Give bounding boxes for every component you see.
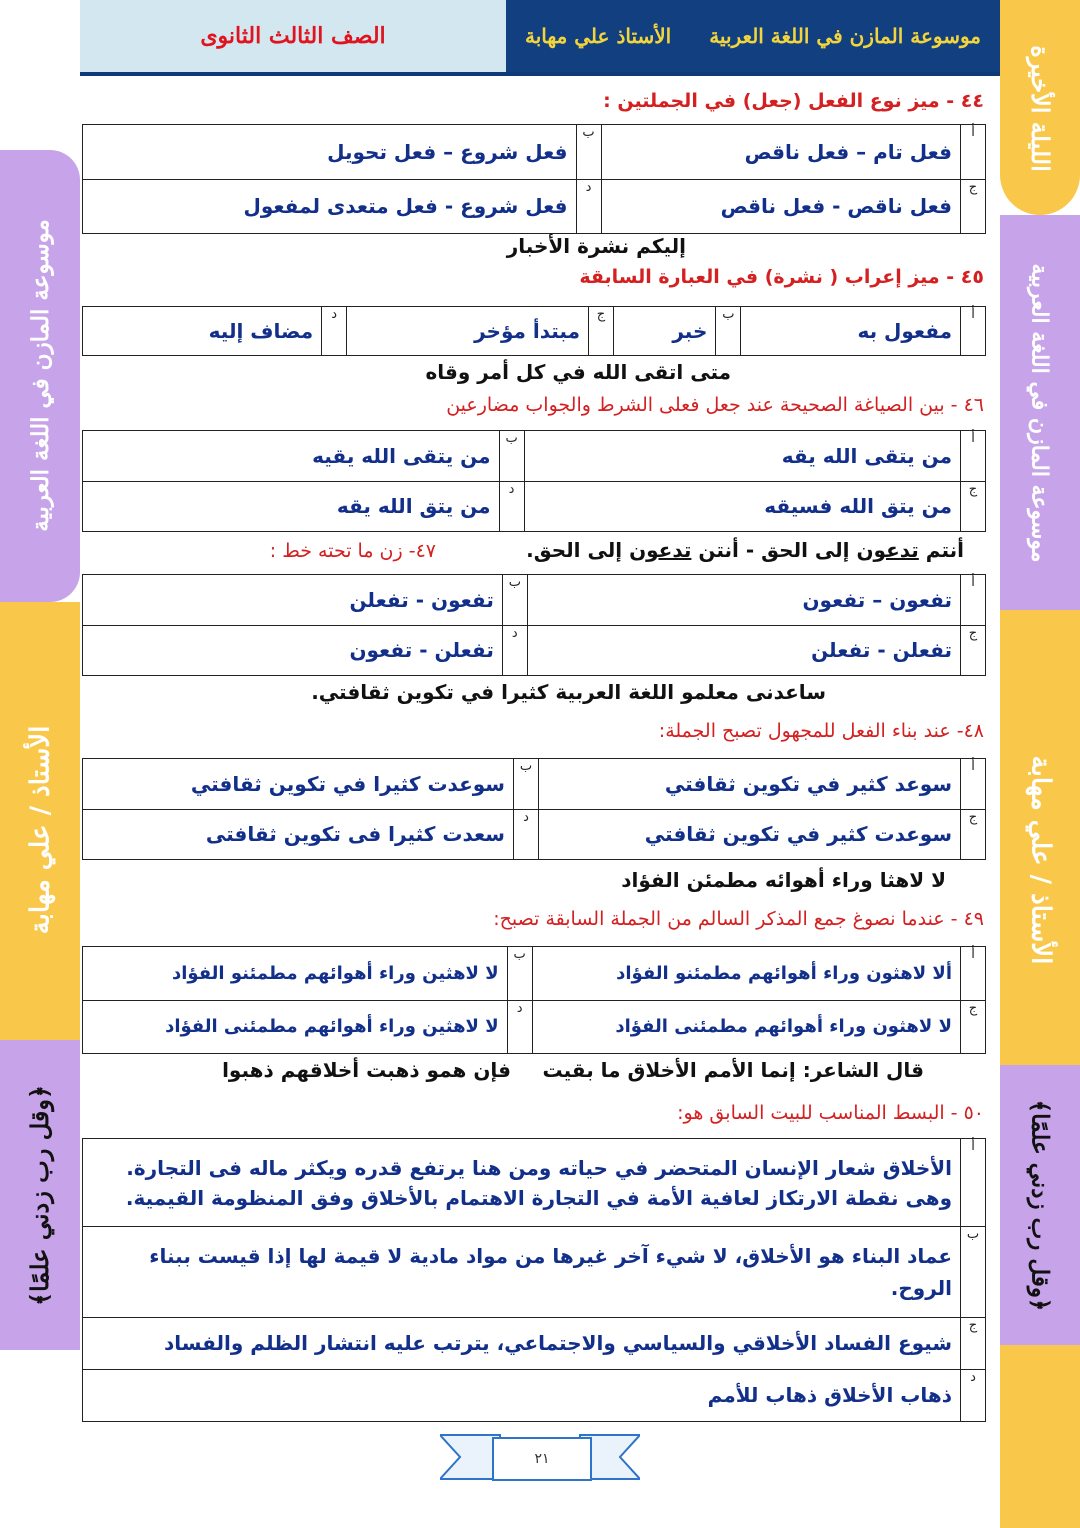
left-sidebar-encyclopedia: موسوعة المازن في اللغة العربية bbox=[26, 218, 54, 532]
option-letter: د bbox=[507, 1000, 532, 1054]
option-letter: ب bbox=[507, 947, 532, 1001]
option-text: مبتدأ مؤخر bbox=[347, 307, 589, 356]
option-text: تفعون – تفعون bbox=[527, 575, 960, 626]
stem-47-underlined-a: تدعون bbox=[856, 538, 919, 562]
option-text: سوعد كثير في تكوين ثقافتي bbox=[538, 759, 960, 810]
option-letter: أ bbox=[961, 307, 986, 356]
question-48: ٤٨- عند بناء الفعل للمجهول تصبح الجملة: bbox=[658, 720, 984, 742]
stem-50-first-hemistich: قال الشاعر: إنما الأمم الأخلاق ما بقيت bbox=[542, 1058, 924, 1082]
option-letter: د bbox=[961, 1369, 986, 1421]
stem-46: متى اتقى الله في كل أمر وقاه bbox=[425, 360, 731, 384]
option-letter: ب bbox=[499, 431, 524, 482]
option-letter: ب bbox=[576, 125, 601, 180]
option-letter: ج bbox=[961, 1317, 986, 1369]
option-letter: ب bbox=[961, 1227, 986, 1317]
option-text: فعل شروع – فعل تحويل bbox=[83, 125, 577, 180]
option-text: الأخلاق شعار الإنسان المتحضر في حياته ومن هنا يرتفع قدره ويكثر ماله فى التجارة. وهى نقطة الارتكاز لعافية الأمة في التجارة الاهتمام بالأخلاق وفق المنظومة القيمية. bbox=[83, 1139, 961, 1227]
option-text: تفعون - تفعلن bbox=[83, 575, 503, 626]
header-divider bbox=[80, 72, 1000, 76]
question-44: ٤٤ - ميز نوع الفعل (جعل) في الجملتين : bbox=[603, 90, 984, 112]
option-text: ألا لاهثون وراء أهوائهم مطمئنو الفؤاد bbox=[532, 947, 960, 1001]
option-text: من يتقى الله يقيه bbox=[83, 431, 500, 482]
question-45: ٤٥ - ميز إعراب ( نشرة) في العبارة السابقة bbox=[579, 266, 984, 288]
option-letter: ج bbox=[588, 307, 613, 356]
stem-48: ساعدنى معلمو اللغة العربية كثيرا في تكوين ثقافتي. bbox=[311, 680, 826, 704]
option-letter: أ bbox=[961, 759, 986, 810]
page-number: ٢١ bbox=[492, 1437, 592, 1481]
right-sidebar-teacher: الأستاذ / علي مهابة bbox=[1024, 755, 1055, 965]
options-table-45 bbox=[82, 306, 986, 356]
right-sidebar-title: الليلة الأخيرة bbox=[1025, 44, 1055, 172]
option-text: فعل ناقص - فعل ناقص bbox=[601, 179, 961, 234]
stem-50-second-hemistich: فإن همو ذهبت أخلاقهم ذهبوا bbox=[222, 1058, 511, 1082]
option-text: تفعلن - تفعلن bbox=[527, 625, 960, 676]
encyclopedia-title: موسوعة المازن في اللغة العربية bbox=[709, 24, 982, 48]
stem-47-underlined-b: تدعون bbox=[629, 538, 692, 562]
option-text: تفعلن - تفعون bbox=[83, 625, 503, 676]
option-text: لا لاهثون وراء أهوائهم مطمئنى الفؤاد bbox=[532, 1000, 960, 1054]
option-text: لا لاهثين وراء أهوائهم مطمئنو الفؤاد bbox=[83, 947, 508, 1001]
option-letter: ج bbox=[961, 625, 986, 676]
option-letter: ب bbox=[513, 759, 538, 810]
option-letter: د bbox=[322, 307, 347, 356]
options-table-44 bbox=[82, 124, 986, 234]
option-letter: أ bbox=[961, 125, 986, 180]
option-text: مفعول به bbox=[741, 307, 961, 356]
teacher-label: الأستاذ علي مهابة bbox=[524, 24, 672, 48]
option-text: شيوع الفساد الأخلاقي والسياسي والاجتماعي، يترتب عليه انتشار الظلم والفساد bbox=[83, 1317, 961, 1369]
option-text: سوعدت كثيرا في تكوين ثقافتي bbox=[83, 759, 514, 810]
stem-49: لا لاهثا وراء أهوائه مطمئن الفؤاد bbox=[621, 868, 946, 892]
right-sidebar bbox=[1000, 0, 1080, 1528]
option-letter: ج bbox=[961, 1000, 986, 1054]
option-letter: د bbox=[499, 481, 524, 532]
left-sidebar-verse: ﴿وقل رب زدني علمًا﴾ bbox=[25, 1084, 55, 1306]
options-table-47 bbox=[82, 574, 986, 676]
option-text: مضاف إليه bbox=[83, 307, 322, 356]
question-47: ٤٧- زن ما تحته خط : bbox=[269, 540, 436, 562]
stem-47-part-a: أنتم bbox=[918, 538, 964, 562]
options-table-46 bbox=[82, 430, 986, 532]
options-table-49 bbox=[82, 946, 986, 1054]
grade-label: الصف الثالث الثانوى bbox=[80, 0, 506, 72]
option-text: خبر bbox=[613, 307, 715, 356]
options-table-48 bbox=[82, 758, 986, 860]
options-table-50 bbox=[82, 1138, 986, 1422]
option-text: سوعدت كثير في تكوين ثقافتي bbox=[538, 809, 960, 860]
right-sidebar-verse: ﴿وقل رب زدني علمًا﴾ bbox=[1026, 1099, 1054, 1311]
option-text: فعل شروع - فعل متعدى لمفعول bbox=[83, 179, 577, 234]
option-letter: د bbox=[576, 179, 601, 234]
question-50: ٥٠ - البسط المناسب للبيت السابق هو: bbox=[677, 1102, 984, 1124]
option-text: من يتقى الله يقه bbox=[524, 431, 960, 482]
stem-47 bbox=[526, 538, 964, 562]
option-text: لا لاهثين وراء أهوائهم مطمئنى الفؤاد bbox=[83, 1000, 508, 1054]
option-letter: ب bbox=[502, 575, 527, 626]
page-header bbox=[80, 0, 1000, 72]
left-sidebar-teacher: الأستاذ / علي مهابة bbox=[24, 725, 55, 935]
question-49: ٤٩ - عندما نصوغ جمع المذكر السالم من الجملة السابقة تصبح: bbox=[493, 908, 984, 930]
option-text: عماد البناء هو الأخلاق، لا شيء آخر غيرها من مواد مادية لا قيمة لها إذا قيست ببناء الروح. bbox=[83, 1227, 961, 1317]
option-letter: د bbox=[502, 625, 527, 676]
stem-47-part-c: إلى الحق. bbox=[526, 538, 630, 562]
option-letter: ج bbox=[961, 179, 986, 234]
right-sidebar-encyclopedia: موسوعة المازن في اللغة العربية bbox=[1026, 262, 1053, 563]
option-letter: أ bbox=[961, 431, 986, 482]
header-banner bbox=[506, 0, 1000, 72]
option-letter: أ bbox=[961, 1139, 986, 1227]
left-sidebar bbox=[0, 0, 80, 1528]
option-letter: أ bbox=[961, 575, 986, 626]
option-text: ذهاب الأخلاق ذهاب للأمم bbox=[83, 1369, 961, 1421]
page-number-ribbon bbox=[440, 1427, 640, 1487]
option-letter: د bbox=[513, 809, 538, 860]
stem-47-part-b: إلى الحق - أنتن bbox=[691, 538, 857, 562]
stem-45: إليكم نشرة الأخبار bbox=[506, 234, 686, 258]
option-text: من يتق الله فسيقه bbox=[524, 481, 960, 532]
option-letter: ج bbox=[961, 481, 986, 532]
option-letter: أ bbox=[961, 947, 986, 1001]
option-letter: ج bbox=[961, 809, 986, 860]
question-46: ٤٦ - بين الصياغة الصحيحة عند جعل فعلى الشرط والجواب مضارعين bbox=[446, 394, 984, 416]
option-text: فعل تام – فعل ناقص bbox=[601, 125, 961, 180]
option-text: من يتق الله يقه bbox=[83, 481, 500, 532]
option-letter: ب bbox=[716, 307, 741, 356]
option-text: سعدت كثيرا فى تكوين ثقافتى bbox=[83, 809, 514, 860]
